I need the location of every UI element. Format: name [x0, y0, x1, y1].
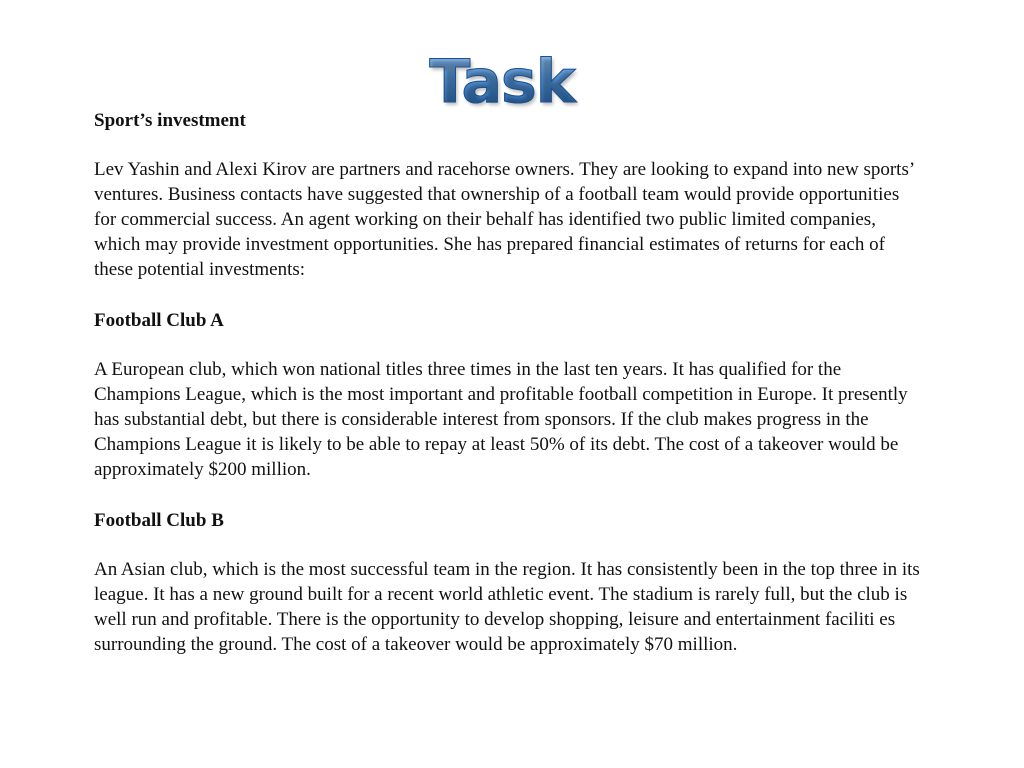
spacer	[94, 482, 924, 508]
spacer	[94, 533, 924, 557]
spacer	[94, 333, 924, 357]
spacer	[94, 282, 924, 308]
club-a-heading: Football Club A	[94, 310, 224, 331]
club-b-heading: Football Club B	[94, 510, 224, 531]
club-a-paragraph: A European club, which won national titles three times in the last ten years. It has qualified for the Champions League, which is the most important and profitable football competition in Europe. It presently has substantial debt, but there is considerable interest from sponsors. If the club makes progress in the Champions League it is likely to be able to repay at least 50% of its debt. The cost of a takeover would be approximately $200 million.	[94, 359, 908, 480]
spacer	[94, 133, 924, 157]
document-heading: Sport’s investment	[94, 110, 246, 131]
club-b-paragraph: An Asian club, which is the most successful team in the region. It has consistently been in the top three in its league. It has a new ground built for a recent world athletic event. The stadium is rarely full, but the club is well run and profitable. There is the opportunity to develop shopping, leisure and entertainment faciliti es surrounding the ground. The cost of a takeover would be approximately $70 million.	[94, 559, 920, 655]
slide-title: Task	[0, 46, 1004, 118]
intro-paragraph: Lev Yashin and Alexi Kirov are partners and racehorse owners. They are looking to expand into new sports’ ventures. Business contacts have suggested that ownership of a football team would provide opportunities for commercial success. An agent working on their behalf has identified two public limited companies, which may provide investment opportunities. She has prepared financial estimates of returns for each of these potential investments:	[94, 159, 914, 280]
document-body	[94, 108, 924, 657]
